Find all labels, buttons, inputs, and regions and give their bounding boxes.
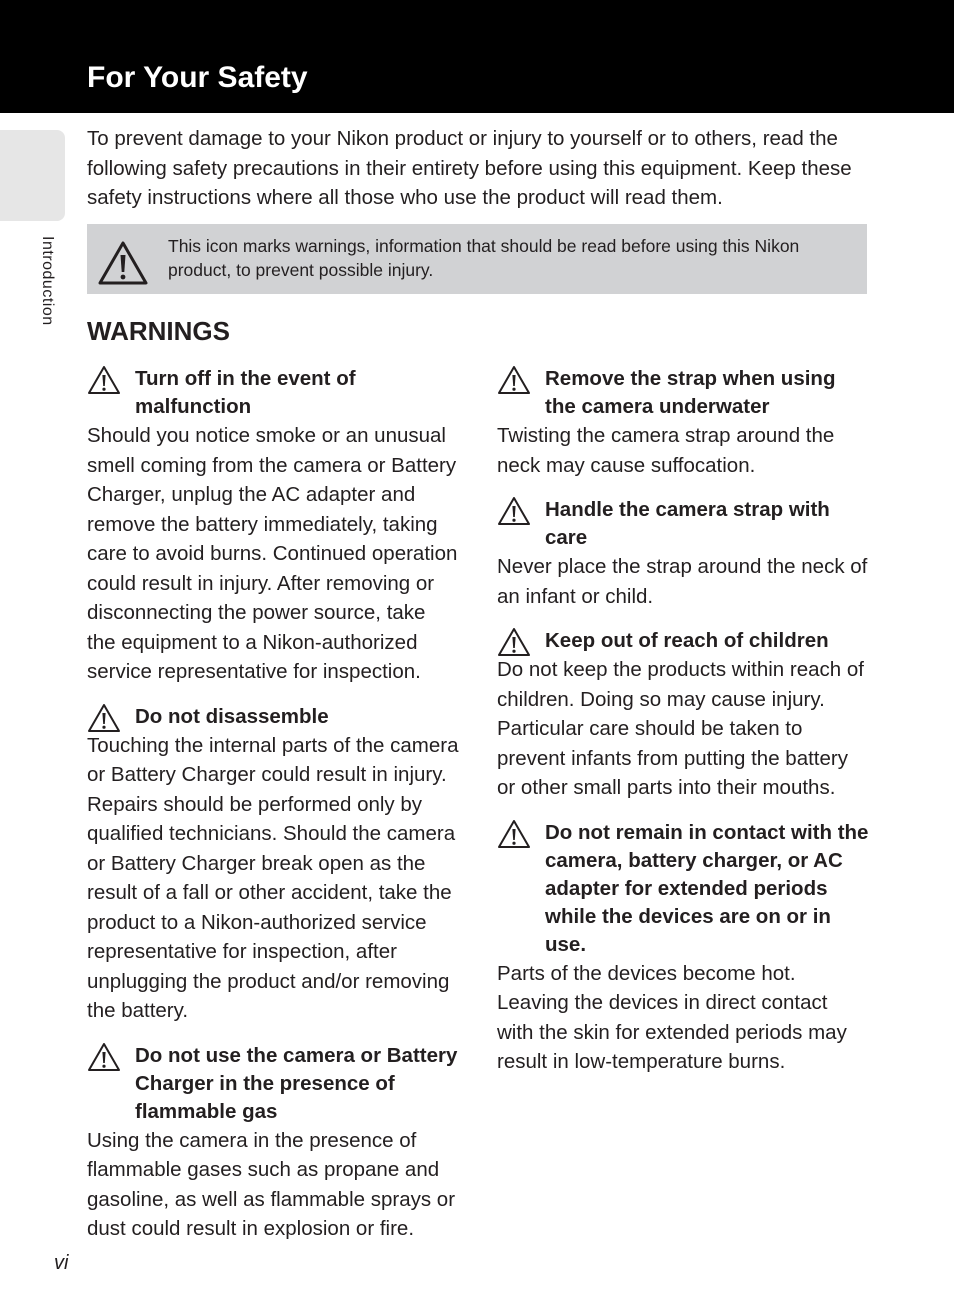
warning-item: [497, 627, 869, 803]
intro-paragraph: To prevent damage to your Nikon product or injury to yourself or to others, read the following safety precautions in their entirety before using this equipment. Keep these safety instructions where all those who use the product will read them.: [87, 127, 852, 209]
warning-title: Keep out of reach of children: [545, 629, 829, 652]
warning-triangle-icon: [497, 627, 531, 657]
warning-triangle-icon: [87, 365, 121, 395]
warning-body: Using the camera in the presence of flammable gases such as propane and gasoline, as well as flammable sprays or dust could result in explosion or fire.: [87, 1128, 456, 1240]
warning-body: Do not keep the products within reach of children. Doing so may cause injury. Particular care should be taken to prevent infants from putting the battery or other small parts into their mouths.: [497, 658, 864, 799]
warning-body: Touching the internal parts of the camera or Battery Charger could result in injury. Repairs should be performed only by qualified technicians. Should the camera or Battery Charger break open as the result of a fall or other accident, take the product to a Nikon-authorized service representative for inspection, after unplugging the product and/or removing the battery.: [87, 733, 459, 1022]
warnings-column-left: [87, 365, 459, 1260]
warning-triangle-icon: [97, 240, 149, 286]
warning-title: Do not remain in contact with the camera, battery charger, or AC adapter for extended periods while the devices are on or in use.: [545, 820, 869, 956]
warning-body: Twisting the camera strap around the neck may cause suffocation.: [497, 424, 835, 477]
header-bar: [0, 0, 954, 113]
warning-item: [87, 1042, 459, 1244]
warning-item: [87, 703, 459, 1026]
warning-triangle-icon: [87, 1042, 121, 1072]
warning-body: Never place the strap around the neck of an infant or child.: [497, 555, 868, 608]
warning-notice-box: [87, 224, 867, 294]
warning-title: Do not use the camera or Battery Charger in the presence of flammable gas: [135, 1043, 458, 1123]
warning-title: Handle the camera strap with care: [545, 498, 830, 549]
warnings-column-right: [497, 365, 869, 1093]
warning-title: Remove the strap when using the camera underwater: [545, 367, 836, 418]
warning-triangle-icon: [497, 496, 531, 526]
warning-body: Should you notice smoke or an unusual smell coming from the camera or Battery Charger, unplug the AC adapter and remove the battery immediately, taking care to avoid burns. Continued operation could result in injury. After removing or disconnecting the power source, take the equipment to a Nikon-authorized service representative for inspection.: [87, 424, 458, 683]
warning-item: [497, 819, 869, 1077]
section-tab-label: Introduction: [39, 236, 56, 326]
warning-triangle-icon: [497, 365, 531, 395]
section-tab: [0, 130, 65, 221]
section-title: WARNINGS: [87, 316, 230, 346]
page-title: For Your Safety: [87, 61, 308, 94]
warning-item: [87, 365, 459, 687]
warning-triangle-icon: [497, 819, 531, 849]
page-number: vi: [54, 1252, 69, 1274]
warning-item: [497, 496, 869, 611]
notice-text: This icon marks warnings, information that should be read before using this Nikon product, to prevent possible injury.: [168, 236, 800, 280]
warning-title: Do not disassemble: [135, 704, 329, 728]
warning-body: Parts of the devices become hot. Leaving the devices in direct contact with the skin for extended periods may result in low-temperature burns.: [497, 961, 847, 1073]
warning-triangle-icon: [87, 703, 121, 733]
warning-title: Turn off in the event of malfunction: [135, 367, 356, 418]
warning-item: [497, 365, 869, 480]
